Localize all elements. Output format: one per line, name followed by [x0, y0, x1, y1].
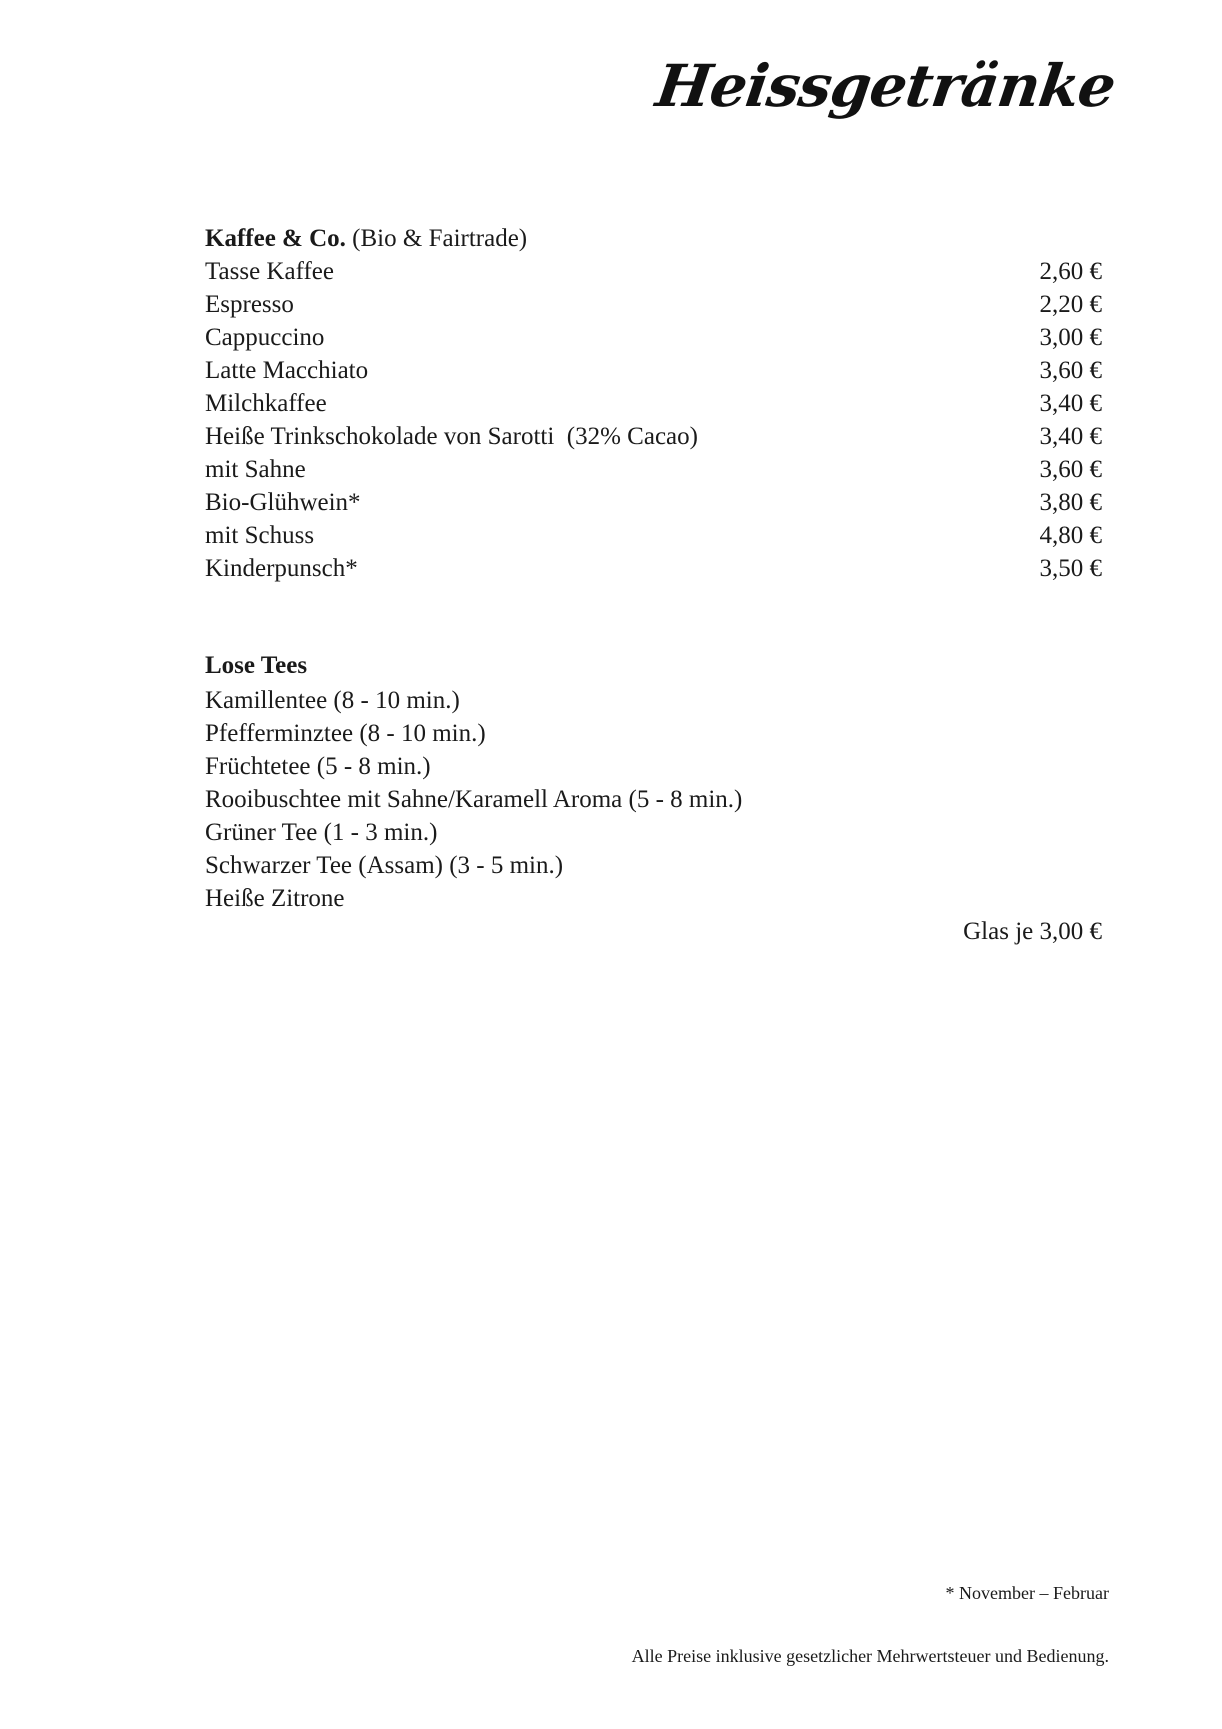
tea-item-row: [205, 882, 1102, 915]
tea-item-row: [205, 717, 1102, 750]
menu-item-row: [205, 288, 1102, 321]
menu-item-price: 4,80 €: [1039, 522, 1102, 549]
menu-item-name: mit Schuss: [205, 522, 315, 549]
menu-item-name: Latte Macchiato: [205, 357, 369, 384]
menu-item-name: mit Sahne: [205, 456, 306, 483]
menu-item-price: 2,60 €: [1039, 258, 1102, 285]
menu-item-row: [205, 354, 1102, 387]
menu-content: [205, 222, 1102, 948]
menu-item-row: [205, 255, 1102, 288]
menu-item-price: 3,40 €: [1039, 390, 1102, 417]
tea-item-row: [205, 750, 1102, 783]
tea-item-row: [205, 783, 1102, 816]
tea-item-row: [205, 684, 1102, 717]
menu-item-price: 3,00 €: [1039, 324, 1102, 351]
price-disclaimer: Alle Preise inklusive gesetzlicher Mehrwertsteuer und Bedienung.: [631, 1646, 1109, 1666]
menu-item-price: 3,40 €: [1039, 423, 1102, 450]
tea-item-row: [205, 849, 1102, 882]
seasonal-footnote: * November – Februar: [945, 1583, 1109, 1603]
menu-item-name: Kinderpunsch*: [205, 555, 358, 582]
coffee-heading-title: Kaffee & Co.: [205, 225, 346, 252]
menu-item-row: [205, 519, 1102, 552]
tea-item-name: Schwarzer Tee (Assam) (3 - 5 min.): [205, 852, 564, 879]
tea-item-name: Früchtetee (5 - 8 min.): [205, 753, 431, 780]
tea-heading-title: Lose Tees: [205, 652, 308, 679]
menu-item-price: 3,50 €: [1039, 555, 1102, 582]
menu-item-name: Milchkaffee: [205, 390, 327, 417]
tea-item-name: Heiße Zitrone: [205, 885, 345, 912]
menu-item-row: [205, 420, 1102, 453]
tea-item-name: Pfefferminztee (8 - 10 min.): [205, 720, 486, 747]
menu-item-name: Espresso: [205, 291, 294, 318]
menu-item-name: Heiße Trinkschokolade von Sarotti (32% Cacao): [205, 423, 698, 450]
tea-section-heading: [205, 648, 1102, 684]
section-spacer: [205, 585, 1102, 648]
menu-item-row: [205, 486, 1102, 519]
tea-item-name: Grüner Tee (1 - 3 min.): [205, 819, 438, 846]
menu-item-row: [205, 453, 1102, 486]
menu-item-price: 3,60 €: [1039, 456, 1102, 483]
tea-item-name: Rooibuschtee mit Sahne/Karamell Aroma (5 - 8 min.): [205, 786, 743, 813]
tea-item-row: [205, 816, 1102, 849]
menu-item-name: Bio-Glühwein*: [205, 489, 361, 516]
menu-item-name: Cappuccino: [205, 324, 325, 351]
menu-item-row: [205, 321, 1102, 354]
menu-item-price: 2,20 €: [1039, 291, 1102, 318]
tea-glass-price: Glas je 3,00 €: [963, 918, 1102, 945]
coffee-section-heading: [205, 222, 1102, 255]
page-title: Heissgetränke: [652, 52, 1120, 120]
menu-item-name: Tasse Kaffee: [205, 258, 334, 285]
menu-item-price: 3,60 €: [1039, 357, 1102, 384]
tea-item-name: Kamillentee (8 - 10 min.): [205, 687, 460, 714]
menu-item-price: 3,80 €: [1039, 489, 1102, 516]
menu-item-row: [205, 552, 1102, 585]
menu-item-row: [205, 387, 1102, 420]
coffee-heading-note: (Bio & Fairtrade): [345, 225, 528, 252]
